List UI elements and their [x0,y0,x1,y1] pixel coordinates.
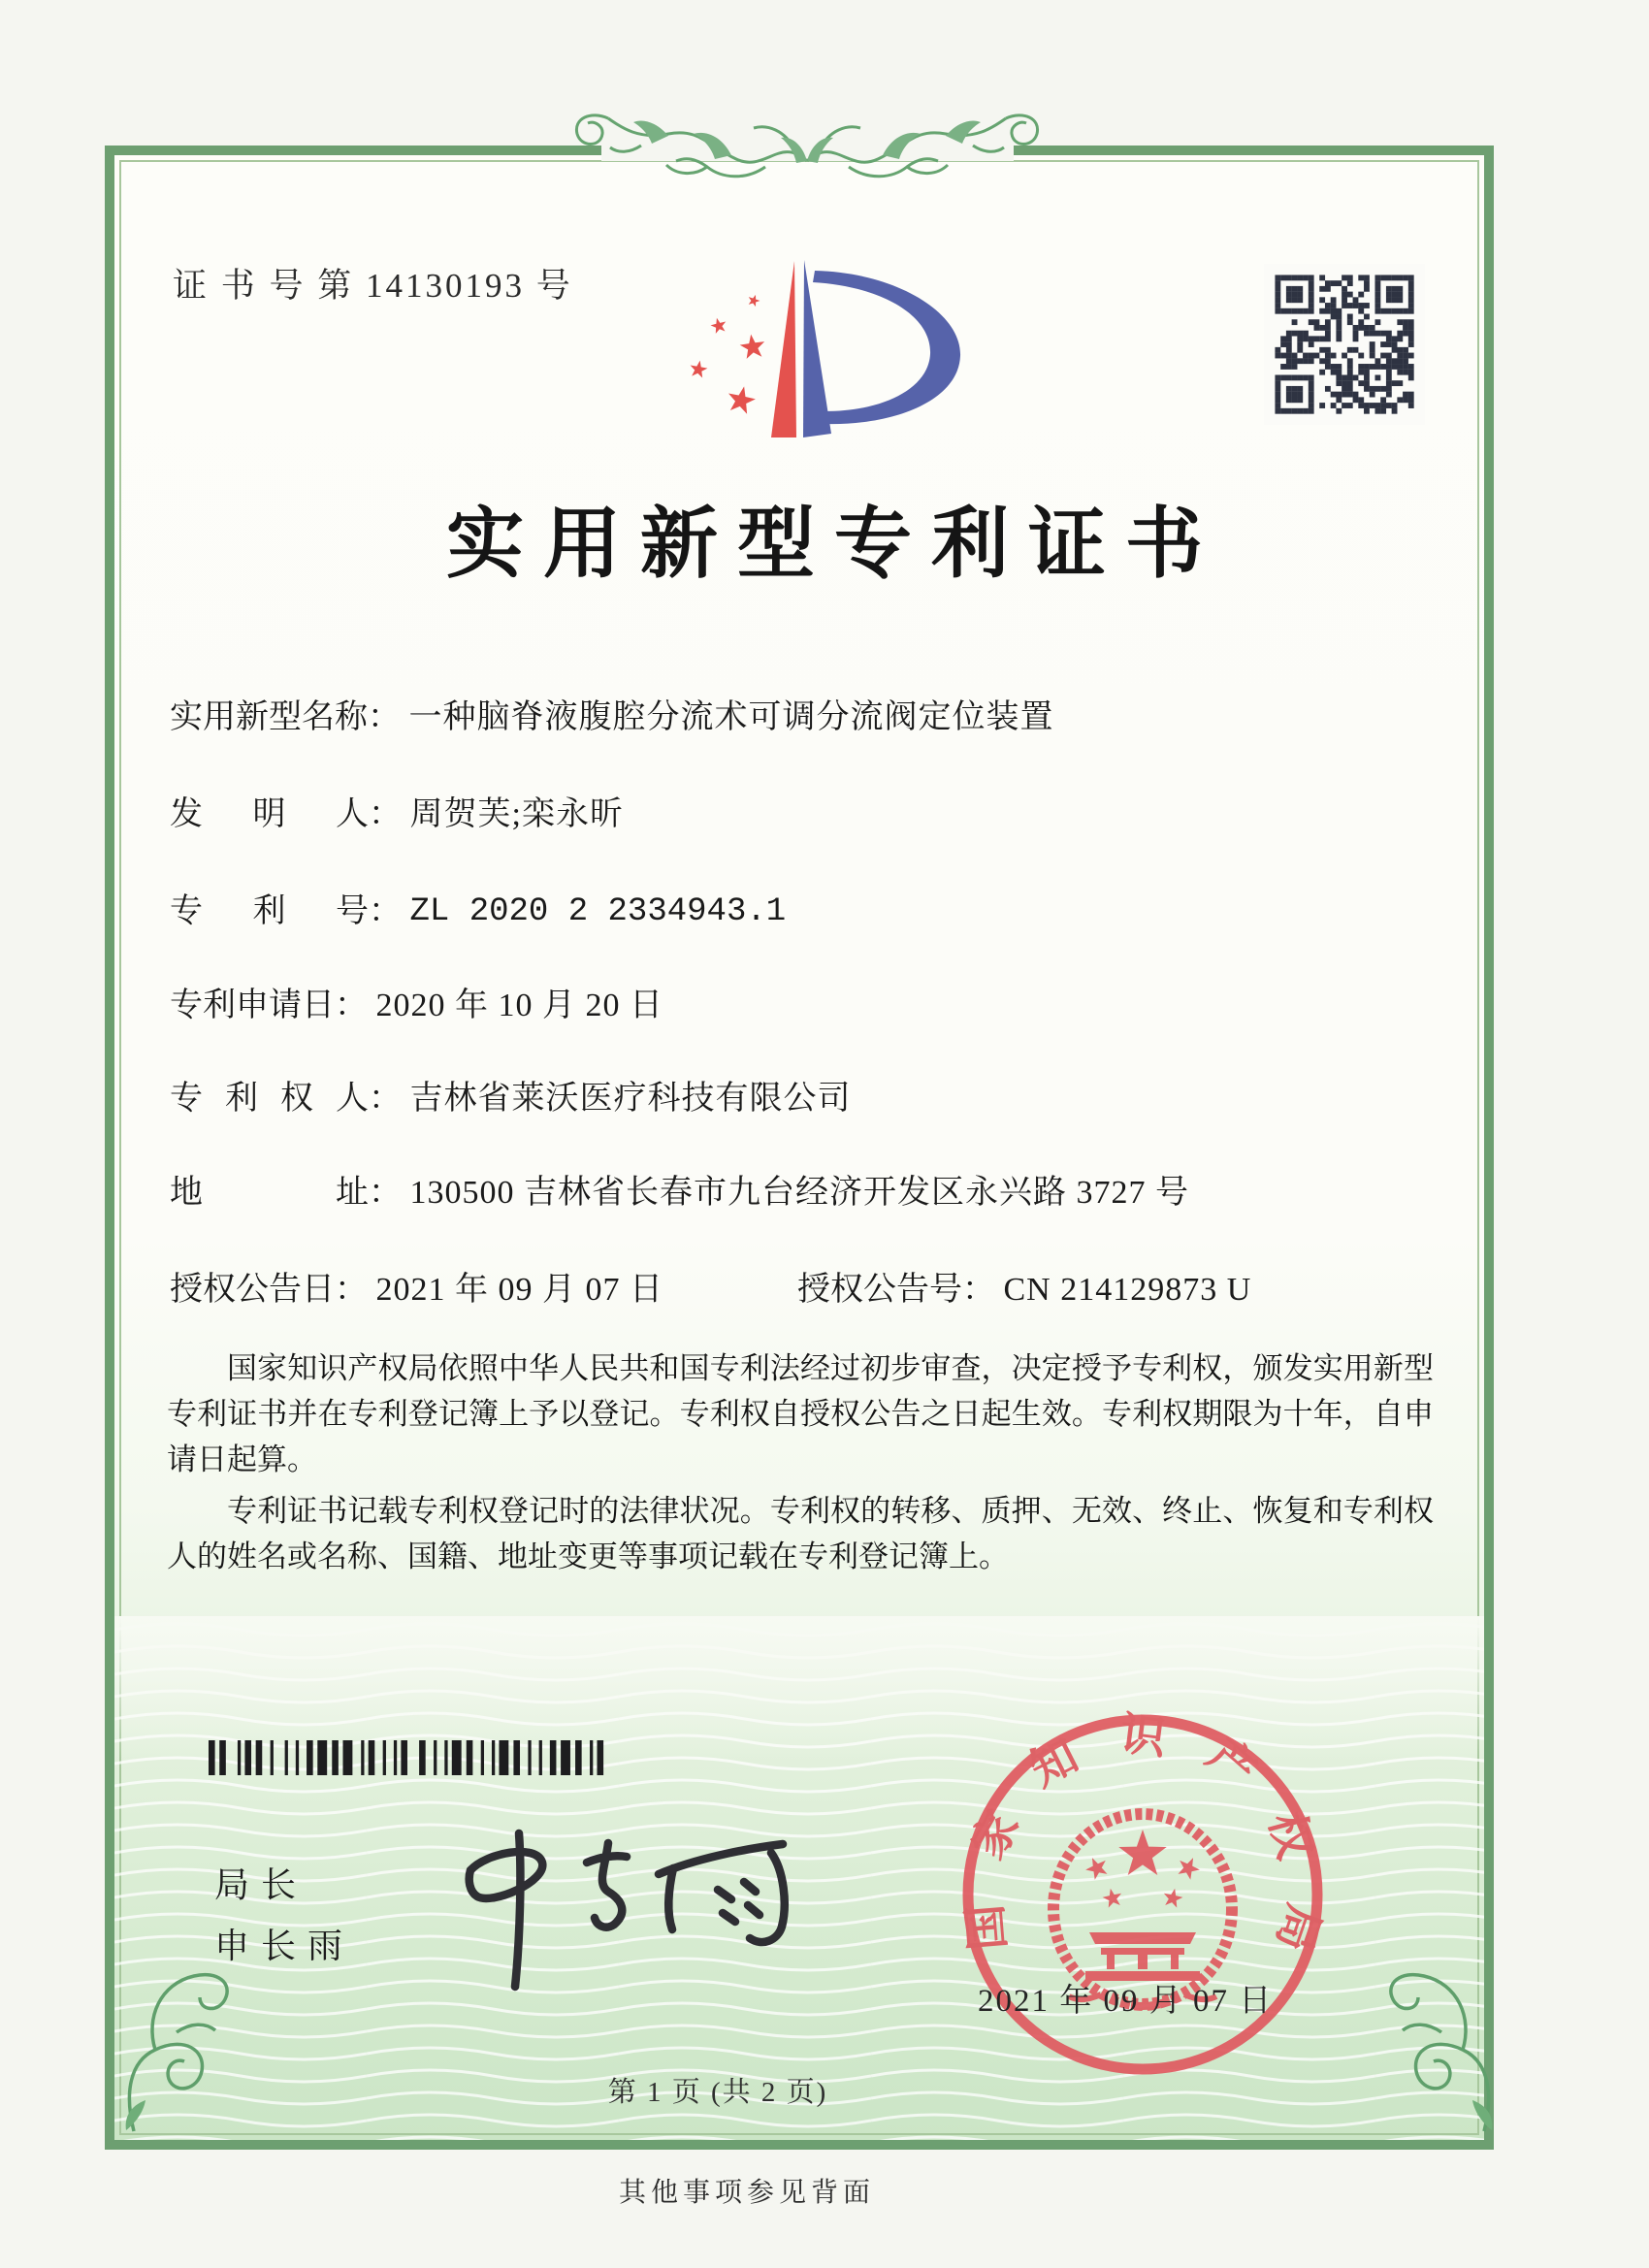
page-number: 第 1 页 (共 2 页) [607,2077,828,2108]
five-stars-icon [689,293,766,415]
field-row-patentee: 专利权人： 吉林省莱沃医疗科技有限公司 [170,1081,852,1117]
field-label: 专利号 [170,893,369,929]
certificate-number: 证 书 号 第 14130193 号 [173,267,573,305]
floral-ornament-bottom-left [116,1926,262,2134]
seal-date: 2021 年 09 月 07 日 [978,1984,1274,2019]
cnipa-logo [679,247,970,451]
director-title: 局长 [214,1865,308,1904]
floral-ornament-bottom-right [1356,1926,1502,2134]
field-label: 地址 [170,1175,369,1211]
grant-number-group: 授权公告号： CN 214129873 U [797,1272,1252,1308]
director-signature [441,1812,888,2016]
legal-paragraph: 国家知识产权局依照中华人民共和国专利法经过初步审查，决定授予专利权，颁发实用新型专利证书并在专利登记簿上予以登记。专利权自授权公告之日起生效。专利权期限为十年，自申请日起算。 [167,1351,1434,1476]
field-row-filing-date: 专利申请日： 2020 年 10 月 20 日 [170,988,663,1023]
field-row-address: 地址： 130500 吉林省长春市九台经济开发区永兴路 3727 号 [170,1175,1189,1211]
field-row-grant: 授权公告日： 2021 年 09 月 07 日 授权公告号： CN 214129873 U [170,1272,1252,1308]
field-row-invention-name: 实用新型名称： 一种脑脊液腹腔分流术可调分流阀定位装置 [170,699,1054,735]
field-value: 2020 年 10 月 20 日 [375,988,663,1023]
legal-paragraph: 专利证书记载专利权登记时的法律状况。专利权的转移、质押、无效、终止、恢复和专利权人的姓名或名称、国籍、地址变更等事项记载在专利登记簿上。 [167,1494,1434,1573]
back-side-note: 其他事项参见背面 [619,2178,876,2208]
grant-date-value: 2021 年 09 月 07 日 [375,1272,663,1308]
national-emblem-icon [1053,1814,1232,2007]
floral-ornament-top [558,85,1057,200]
certificate-title: 实用新型专利证书 [446,502,1222,588]
field-row-inventor: 发明人： 周贺芙;栾永昕 [170,796,624,832]
p-monogram [771,260,960,437]
field-row-patent-number: 专利号： ZL 2020 2 2334943.1 [170,893,787,930]
field-value: 周贺芙;栾永昕 [409,796,624,832]
field-value: 一种脑脊液腹腔分流术可调分流阀定位装置 [408,699,1054,735]
grant-number-label: 授权公告号 [797,1272,962,1308]
grant-number-value: CN 214129873 U [1003,1272,1252,1308]
legal-text [167,1345,1434,1579]
grant-date-label: 授权公告日 [170,1272,335,1308]
field-value: 吉林省莱沃医疗科技有限公司 [409,1081,852,1117]
official-seal [955,1707,1330,2082]
director-name: 申长雨 [214,1927,355,1965]
field-label: 专利权人 [170,1081,369,1117]
field-value: ZL 2020 2 2334943.1 [409,893,787,930]
field-label: 专利申请日 [170,988,335,1023]
barcode [209,1740,604,1775]
qr-code [1264,264,1425,425]
field-label: 发明人 [170,796,369,832]
seal-text: 国家知识产权局 [957,1708,1330,1994]
field-label: 实用新型名称 [170,699,368,735]
field-value: 130500 吉林省长春市九台经济开发区永兴路 3727 号 [409,1175,1189,1211]
